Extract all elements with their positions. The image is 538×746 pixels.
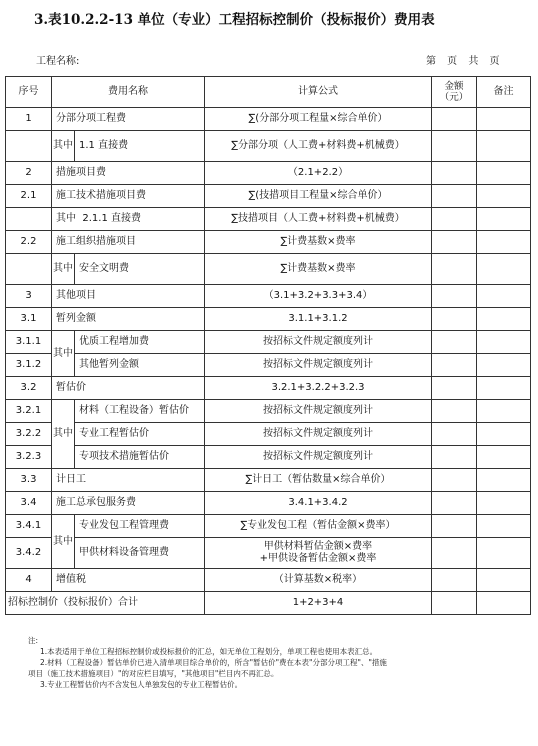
amount-cell[interactable] [432,308,477,331]
amount-cell[interactable] [432,538,477,569]
amount-cell[interactable] [432,162,477,185]
row-formula: 3.2.1+3.2.2+3.2.3 [205,377,432,400]
row-name: 专业工程暂估价 [75,423,205,446]
row-formula: 按招标文件规定额度列计 [205,331,432,354]
remark-cell[interactable] [477,469,531,492]
amount-cell[interactable] [432,569,477,592]
amount-cell[interactable] [432,423,477,446]
amount-cell[interactable] [432,185,477,208]
formula-line-1: 甲供材料暂估金额×费率 [263,541,373,552]
amount-cell[interactable] [432,285,477,308]
table-row [6,469,531,492]
row-name: 暂列金额 [52,308,205,331]
row-seq: 3.1 [6,308,52,331]
row-seq: 3.4.1 [6,515,52,538]
row-name: 1.1 直接费 [75,131,205,162]
row-formula: ∑分部分项（人工费+材料费+机械费） [205,131,432,162]
header-seq: 序号 [6,77,52,108]
remark-cell[interactable] [477,515,531,538]
table-row [6,515,531,538]
amount-cell[interactable] [432,469,477,492]
notes-label: 注: [28,636,39,645]
row-seq: 3 [6,285,52,308]
row-seq: 2 [6,162,52,185]
row-name: 优质工程增加费 [75,331,205,354]
remark-cell[interactable] [477,592,531,615]
row-seq [6,131,52,162]
row-name: 施工技术措施项目费 [52,185,205,208]
row-formula: 3.1.1+3.1.2 [205,308,432,331]
remark-cell[interactable] [477,131,531,162]
row-seq: 3.2.3 [6,446,52,469]
header-remark: 备注 [477,77,531,108]
row-seq: 2.2 [6,231,52,254]
amount-cell[interactable] [432,331,477,354]
amount-cell[interactable] [432,231,477,254]
row-name: 其他暂列金额 [75,354,205,377]
row-name: 专业发包工程管理费 [75,515,205,538]
table-row [6,162,531,185]
table-row [6,285,531,308]
row-seq: 2.1 [6,185,52,208]
table-row [6,538,531,569]
row-seq: 3.2.1 [6,400,52,423]
row-seq: 3.1.2 [6,354,52,377]
amount-cell[interactable] [432,515,477,538]
qizhong-label: 其中 [52,515,75,569]
row-name: 其他项目 [52,285,205,308]
row-formula: ∑(分部分项工程量×综合单价） [205,108,432,131]
remark-cell[interactable] [477,492,531,515]
table-row [6,446,531,469]
row-formula: 按招标文件规定额度列计 [205,446,432,469]
remark-cell[interactable] [477,400,531,423]
project-name-label: 工程名称: [36,56,80,67]
row-formula: ∑专业发包工程（暂估金额×费率） [205,515,432,538]
table-row [6,185,531,208]
row-formula: ∑计费基数×费率 [205,231,432,254]
table-row [6,131,531,162]
remark-cell[interactable] [477,423,531,446]
row-seq: 3.3 [6,469,52,492]
row-name: 暂估价 [52,377,205,400]
table-row [6,308,531,331]
remark-cell[interactable] [477,377,531,400]
notes [28,636,518,690]
remark-cell[interactable] [477,254,531,285]
row-name: 安全文明费 [75,254,205,285]
table-row [6,331,531,354]
row-seq: 3.4 [6,492,52,515]
remark-cell[interactable] [477,569,531,592]
page-info: 第 页 共 页 [426,56,500,67]
remark-cell[interactable] [477,538,531,569]
row-formula: （3.1+3.2+3.3+3.4） [205,285,432,308]
row-formula: ∑计费基数×费率 [205,254,432,285]
row-formula: （计算基数×税率） [205,569,432,592]
qizhong-label: 其中 [52,131,75,162]
table-row [6,108,531,131]
total-row [6,592,531,615]
amount-cell[interactable] [432,592,477,615]
remark-cell[interactable] [477,162,531,185]
row-seq: 4 [6,569,52,592]
row-formula: ∑(技措项目工程量×综合单价） [205,185,432,208]
header-amount: 金额（元） [432,77,477,108]
row-name-text: 2.1.1 直接费 [82,213,141,224]
qizhong-inline-label: 其中 [56,213,76,224]
row-formula: 按招标文件规定额度列计 [205,423,432,446]
amount-cell[interactable] [432,108,477,131]
row-formula [205,538,432,569]
total-label: 招标控制价（投标报价）合计 [6,592,205,615]
row-formula: 按招标文件规定额度列计 [205,354,432,377]
remark-cell[interactable] [477,231,531,254]
row-seq [6,208,52,231]
table-row [6,231,531,254]
row-seq: 3.1.1 [6,331,52,354]
table-row [6,208,531,231]
row-name: 措施项目费 [52,162,205,185]
row-formula: 1+2+3+4 [205,592,432,615]
row-formula: ∑计日工（暂估数量×综合单价） [205,469,432,492]
header-formula: 计算公式 [205,77,432,108]
amount-cell[interactable] [432,400,477,423]
row-name: 增值税 [52,569,205,592]
row-formula: （2.1+2.2） [205,162,432,185]
row-formula: 按招标文件规定额度列计 [205,400,432,423]
table-header-row [6,77,531,108]
row-seq: 3.4.2 [6,538,52,569]
row-name: 施工总承包服务费 [52,492,205,515]
note-2-cont: 项目（施工技术措施项目）"的对应栏目填写，"其他项目"栏目内不再汇总。 [28,668,279,678]
amount-cell[interactable] [432,254,477,285]
amount-cell[interactable] [432,446,477,469]
amount-cell[interactable] [432,354,477,377]
note-2: 2.材料（工程设备）暂估单价已进入清单项目综合单价的，所含"暂估价"费在本表"分部分项工程"、"措施 [40,657,387,667]
amount-cell[interactable] [432,377,477,400]
row-seq: 1 [6,108,52,131]
row-name: 专项技术措施暂估价 [75,446,205,469]
row-name: 材料（工程设备）暂估价 [75,400,205,423]
fee-table [5,76,531,615]
table-row [6,569,531,592]
row-seq: 3.2 [6,377,52,400]
remark-cell[interactable] [477,354,531,377]
formula-line-2: +甲供设备暂估金额×费率 [259,553,377,564]
remark-cell[interactable] [477,285,531,308]
amount-cell[interactable] [432,208,477,231]
note-3: 3.专业工程暂估价内不含发包人单独发包的专业工程暂估价。 [40,679,243,689]
row-formula: ∑技措项目（人工费+材料费+机械费） [205,208,432,231]
table-row [6,400,531,423]
row-formula: 3.4.1+3.4.2 [205,492,432,515]
row-name [52,208,205,231]
remark-cell[interactable] [477,331,531,354]
row-seq: 3.2.2 [6,423,52,446]
page-title: 3.表10.2.2-13 单位（专业）工程招标控制价（投标报价）费用表 [34,12,435,28]
qizhong-label: 其中 [52,400,75,469]
qizhong-label: 其中 [52,331,75,377]
note-1: 1.本表适用于单位工程招标控制价或投标报价的汇总，如无单位工程划分，单项工程也使用本表汇总。 [40,646,378,656]
table-row [6,377,531,400]
remark-cell[interactable] [477,108,531,131]
remark-cell[interactable] [477,308,531,331]
table-row [6,492,531,515]
row-name: 分部分项工程费 [52,108,205,131]
remark-cell[interactable] [477,446,531,469]
remark-cell[interactable] [477,208,531,231]
table-row [6,423,531,446]
amount-cell[interactable] [432,492,477,515]
table-row [6,254,531,285]
amount-cell[interactable] [432,131,477,162]
table-row [6,354,531,377]
header-name: 费用名称 [52,77,205,108]
remark-cell[interactable] [477,185,531,208]
row-name: 甲供材料设备管理费 [75,538,205,569]
row-seq [6,254,52,285]
row-name: 施工组织措施项目 [52,231,205,254]
row-name: 计日工 [52,469,205,492]
qizhong-label: 其中 [52,254,75,285]
